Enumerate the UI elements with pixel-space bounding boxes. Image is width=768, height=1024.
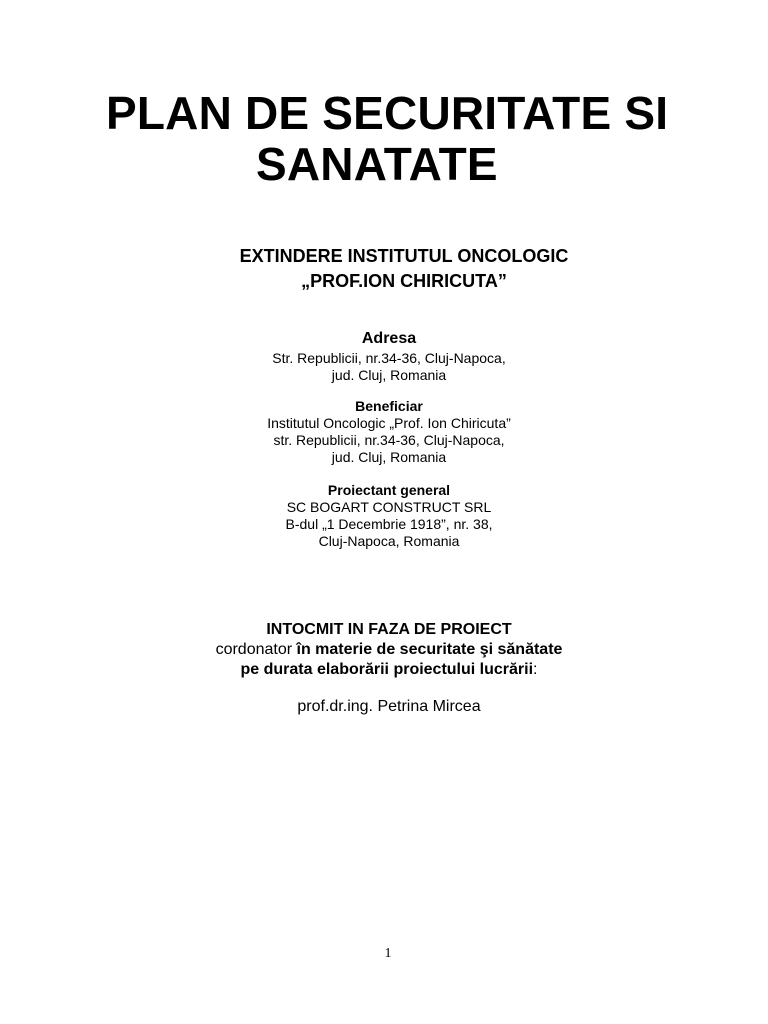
beneficiary-line-1: Institutul Oncologic „Prof. Ion Chiricuta” (267, 415, 511, 431)
document-title-line-2: SANATATE (256, 138, 498, 190)
designer-line-3: Cluj-Napoca, Romania (318, 533, 460, 549)
page-number: 1 (384, 946, 392, 961)
prepared-by-section (5, 620, 768, 680)
project-subtitle-line-1: EXTINDERE INSTITUTUL ONCOLOGIC (239, 246, 569, 266)
beneficiary-heading: Beneficiar (355, 398, 423, 414)
coordinator-duration-line (5, 660, 768, 680)
prepared-phase-heading: INTOCMIT IN FAZA DE PROIECT (266, 621, 512, 638)
document-title (106, 88, 746, 190)
address-heading: Adresa (361, 330, 417, 347)
coordinator-duration: pe durata elaborării proiectului lucrării (240, 661, 534, 678)
beneficiary-section (5, 398, 768, 466)
document-title-line-1: PLAN DE SECURITATE SI (106, 87, 669, 139)
coordinator-label: cordonator (215, 641, 297, 658)
project-subtitle (20, 244, 768, 294)
coordinator-line (5, 640, 768, 660)
designer-heading: Proiectant general (327, 482, 451, 498)
designer-section (5, 482, 768, 550)
designer-line-1: SC BOGART CONSTRUCT SRL (286, 499, 492, 515)
coordinator-scope: în materie de securitate şi sănătate (296, 641, 563, 658)
beneficiary-line-3: jud. Cluj, Romania (331, 449, 447, 465)
address-section (5, 328, 768, 384)
beneficiary-line-2: str. Republicii, nr.34-36, Cluj-Napoca, (273, 432, 505, 448)
designer-line-2: B-dul „1 Decembrie 1918”, nr. 38, (285, 516, 493, 532)
project-subtitle-line-2: „PROF.ION CHIRICUTA” (301, 271, 507, 291)
author-name: prof.dr.ing. Petrina Mircea (297, 698, 481, 715)
address-line-1: Str. Republicii, nr.34-36, Cluj-Napoca, (272, 350, 506, 366)
coordinator-duration-colon: : (533, 661, 538, 678)
address-line-2: jud. Cluj, Romania (331, 367, 447, 383)
